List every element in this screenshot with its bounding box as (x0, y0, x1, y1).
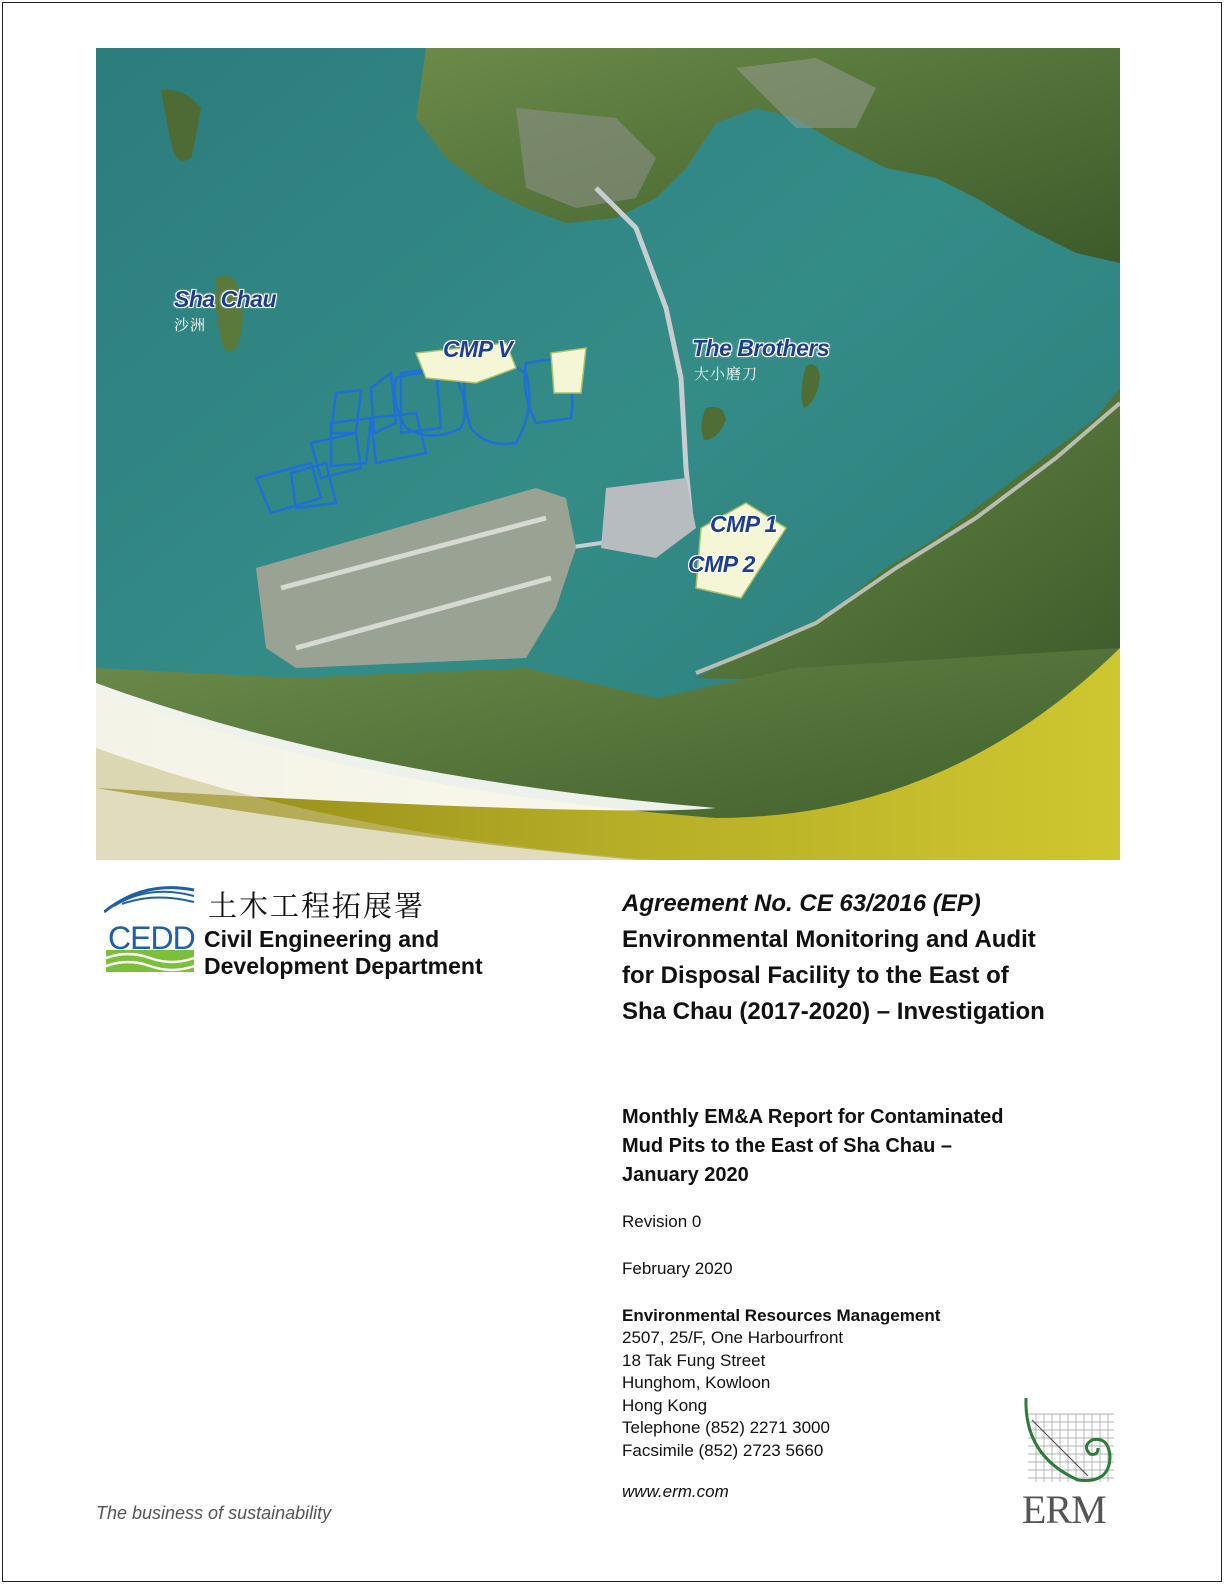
address-line-4: Hong Kong (622, 1395, 708, 1415)
erm-logo-text: ERM (1022, 1487, 1106, 1532)
cedd-name-line-1: Civil Engineering and (204, 926, 440, 952)
report-date: February 2020 (622, 1259, 733, 1278)
map-label-sha-chau-cn: 沙洲 (174, 317, 207, 334)
cover-aerial-map (96, 48, 1120, 860)
cedd-name-line-2: Development Department (204, 953, 483, 979)
map-label-the-brothers-cn: 大小磨刀 (694, 366, 759, 383)
cedd-logo (104, 884, 524, 984)
map-label-cmp-v: CMP V (443, 336, 513, 362)
address-line-1: 2507, 25/F, One Harbourfront (622, 1328, 844, 1347)
company-name: Environmental Resources Management (622, 1306, 941, 1325)
cmp-v-fill-2 (551, 348, 586, 393)
subtitle-line-2: Mud Pits to the East of Sha Chau – (622, 1135, 953, 1157)
subtitle-line-1: Monthly EM&A Report for Contaminated (622, 1106, 1004, 1128)
map-label-cmp-2: CMP 2 (688, 551, 755, 577)
report-subtitle (622, 1103, 1082, 1190)
revision: Revision 0 (622, 1212, 702, 1231)
tagline: The business of sustainability (96, 1503, 332, 1523)
title-line-3: Sha Chau (2017-2020) – Investigation (622, 998, 1045, 1025)
title-line-1: Environmental Monitoring and Audit (622, 926, 1036, 953)
facsimile: Facsimile (852) 2723 5660 (622, 1440, 824, 1460)
address-line-3: Hunghom, Kowloon (622, 1373, 771, 1392)
erm-grid-spiral-icon (1018, 1396, 1118, 1486)
telephone: Telephone (852) 2271 3000 (622, 1418, 830, 1437)
address-line-2: 18 Tak Fung Street (622, 1350, 766, 1370)
website-link[interactable]: www.erm.com (622, 1482, 729, 1501)
map-label-the-brothers: The Brothers (692, 335, 830, 361)
agreement-number: Agreement No. CE 63/2016 (EP) (622, 890, 981, 917)
title-line-2: for Disposal Facility to the East of (622, 962, 1009, 989)
report-title (622, 922, 1122, 1030)
erm-logo (1018, 1396, 1118, 1532)
map-label-cmp-1: CMP 1 (710, 511, 777, 537)
cedd-abbreviation: CEDD (108, 920, 195, 956)
subtitle-line-3: January 2020 (622, 1164, 749, 1186)
cedd-chinese-name: 土木工程拓展署 (208, 889, 426, 923)
map-label-sha-chau: Sha Chau (174, 286, 277, 312)
cedd-full-name (204, 926, 483, 980)
